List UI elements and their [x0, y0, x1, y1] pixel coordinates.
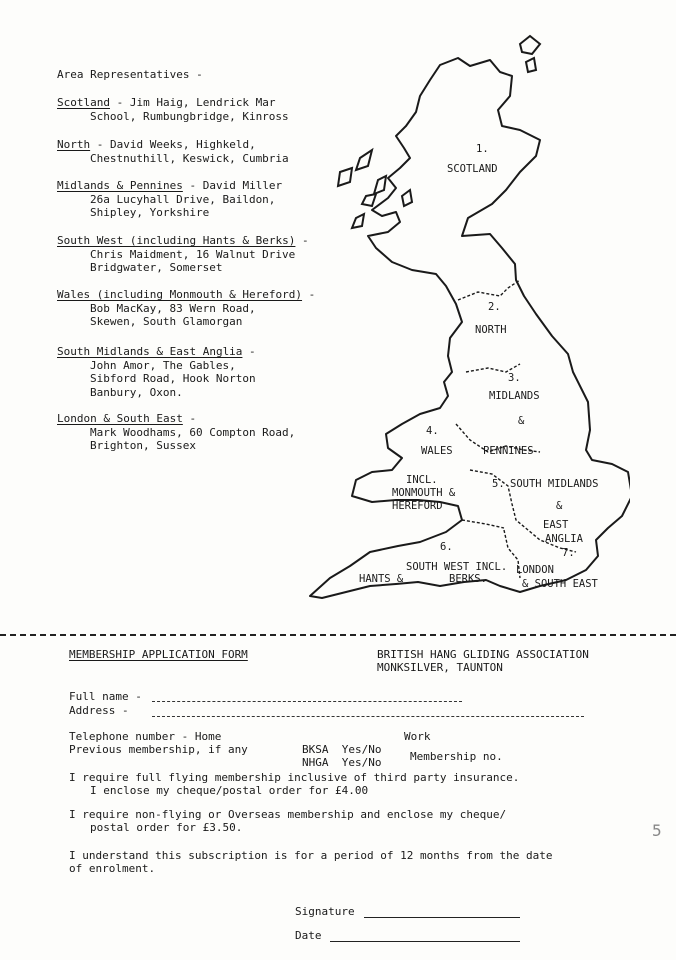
nhga-option[interactable]: NHGA Yes/No: [302, 756, 382, 769]
rep-area: Wales (including Monmouth & Hereford): [57, 288, 303, 301]
date-field[interactable]: [330, 941, 520, 942]
rep-contact-start: -: [295, 234, 309, 247]
map-label-hants: HANTS &: [359, 573, 404, 585]
rep-contact-line: Brighton, Sussex: [90, 439, 196, 452]
map-label-south-west: SOUTH WEST INCL.: [406, 561, 508, 573]
rep-contact-start: - David Miller: [182, 179, 283, 192]
map-number-4: 4.: [426, 425, 439, 437]
rep-contact-line: Mark Woodhams, 60 Compton Road,: [90, 425, 296, 439]
rep-contact-start: -: [182, 412, 197, 425]
rep-area: South Midlands & East Anglia: [57, 345, 243, 358]
rep-contact-line: Skewen, South Glamorgan: [90, 315, 243, 328]
rep-contact-line: Sibford Road, Hook Norton: [90, 372, 256, 385]
address-field[interactable]: [152, 716, 584, 717]
work-label: Work: [404, 730, 431, 743]
rep-contact-start: -: [302, 288, 316, 301]
signature-field[interactable]: [364, 917, 520, 918]
map-label-midlands: MIDLANDS: [489, 390, 540, 402]
map-label-incl: INCL.: [406, 474, 438, 486]
rep-contact-line: Bridgwater, Somerset: [90, 261, 223, 274]
bksa-option[interactable]: BKSA Yes/No: [302, 743, 382, 756]
map-number-7: 7.: [562, 547, 575, 559]
map-label-scotland: SCOTLAND: [447, 163, 498, 175]
telephone-label: Telephone number - Home: [69, 730, 222, 743]
rep-contact-line: Chestnuthill, Keswick, Cumbria: [90, 151, 289, 165]
map-of-britain: [300, 28, 630, 618]
rep-area: Scotland: [57, 96, 110, 109]
rep-contact-line: John Amor, The Gables,: [90, 358, 236, 372]
org-address: MONKSILVER, TAUNTON: [377, 661, 503, 674]
map-number-2: 2.: [488, 301, 501, 313]
cut-line: [0, 634, 676, 636]
form-title: MEMBERSHIP APPLICATION FORM: [69, 648, 248, 661]
rep-contact-line: 26a Lucyhall Drive, Baildon,: [90, 192, 276, 206]
map-label-and-1: &: [518, 415, 525, 427]
rep-contact-line: Shipley, Yorkshire: [90, 206, 210, 219]
signature-label: Signature: [295, 905, 355, 918]
nonflying-membership-line2: postal order for £3.50.: [90, 821, 243, 834]
full-name-label: Full name -: [69, 690, 142, 703]
map-number-6: 6.: [440, 541, 453, 553]
date-label: Date: [295, 929, 322, 942]
map-number-5: 5.: [492, 478, 505, 490]
rep-contact-line: School, Rumbungbridge, Kinross: [90, 109, 289, 123]
rep-contact-start: - David Weeks, Highkeld,: [90, 138, 256, 151]
map-label-south-midlands: SOUTH MIDLANDS: [510, 478, 599, 490]
rep-area: London & South East: [57, 412, 183, 425]
margin-mark: 5: [652, 821, 662, 840]
period-line1: I understand this subscription is for a period of 12 months from the date: [69, 849, 553, 862]
rep-area: Midlands & Pennines: [57, 179, 183, 192]
rep-contact-start: - Jim Haig, Lendrick Mar: [109, 96, 276, 109]
flying-membership-line1: I require full flying membership inclusive of third party insurance.: [69, 771, 520, 784]
full-name-field[interactable]: [152, 701, 462, 702]
map-number-1: 1.: [476, 143, 489, 155]
flying-membership-line2: I enclose my cheque/postal order for £4.00: [90, 784, 369, 797]
map-label-south-east: & SOUTH EAST: [522, 578, 598, 590]
rep-contact-line: Banbury, Oxon.: [90, 385, 183, 399]
address-label: Address -: [69, 704, 129, 717]
map-number-3: 3.: [508, 372, 521, 384]
map-label-monmouth: MONMOUTH &: [392, 487, 456, 499]
period-line2: of enrolment.: [69, 862, 156, 875]
map-label-wales: WALES: [421, 445, 453, 457]
rep-contact-line: Chris Maidment, 16 Walnut Drive: [90, 247, 296, 261]
previous-membership-label: Previous membership, if any: [69, 743, 248, 756]
rep-contact-start: -: [242, 345, 256, 358]
nonflying-membership-line1: I require non-flying or Overseas membership and enclose my cheque/: [69, 808, 507, 821]
map-label-east: EAST: [543, 519, 569, 531]
reps-heading: Area Representatives -: [57, 68, 203, 81]
rep-contact-line: Bob MacKay, 83 Wern Road,: [90, 301, 256, 315]
map-label-berks: BERKS.: [449, 573, 487, 585]
rep-area: North: [57, 138, 91, 151]
map-label-anglia: ANGLIA: [545, 533, 583, 545]
rep-area: South West (including Hants & Berks): [57, 234, 296, 247]
map-label-north: NORTH: [475, 324, 507, 336]
map-label-and-2: &: [556, 500, 563, 512]
map-label-hereford: HEREFORD: [392, 500, 443, 512]
org-name: BRITISH HANG GLIDING ASSOCIATION: [377, 648, 589, 661]
mainland-outline: [310, 58, 630, 598]
map-label-london: LONDON: [516, 564, 554, 576]
membership-no-label: Membership no.: [410, 750, 503, 763]
map-label-pennines: PENNINES: [483, 445, 534, 457]
